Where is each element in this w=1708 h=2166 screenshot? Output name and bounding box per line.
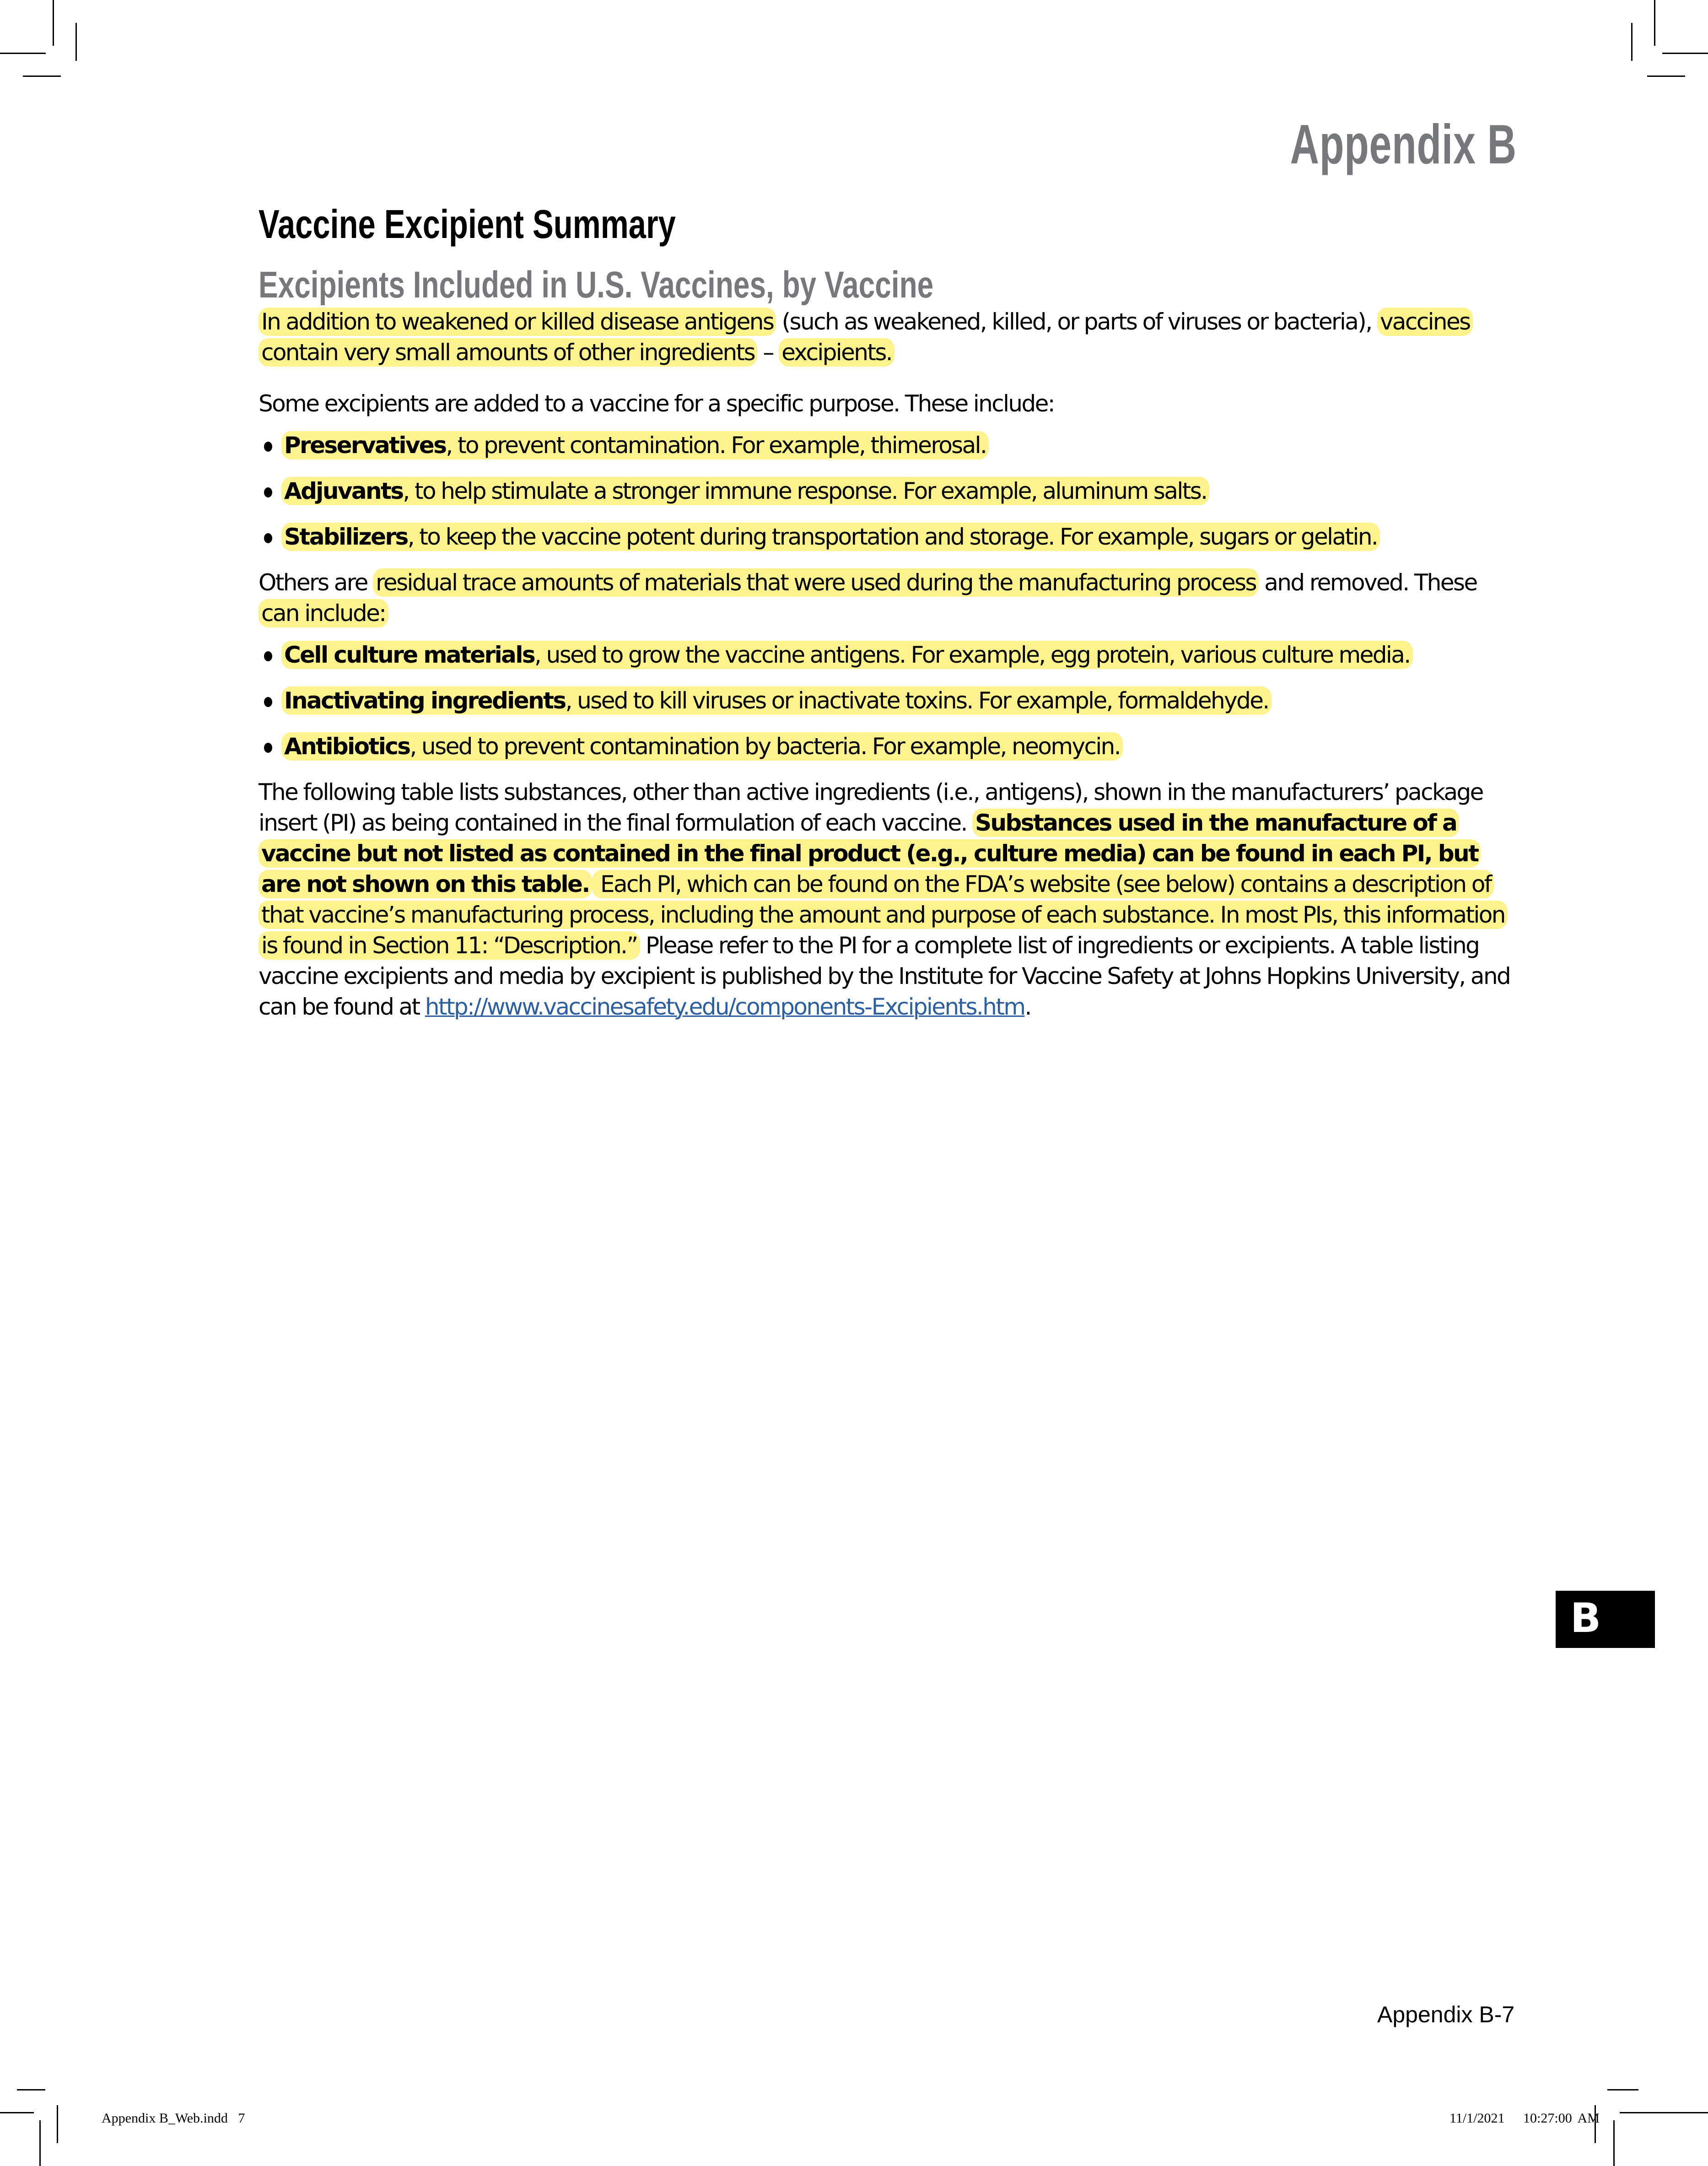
highlight: In addition to weakened or killed disease antigens [259, 308, 776, 336]
page-subtitle: Excipients Included in U.S. Vaccines, by Vaccine [259, 264, 934, 306]
crop-mark [0, 53, 46, 54]
list-item: Adjuvants, to help stimulate a stronger immune response. For example, aluminum salts. [281, 476, 1521, 507]
list-item: Antibiotics, used to prevent contamination by bacteria. For example, neomycin. [281, 731, 1521, 762]
section-tab [1556, 1591, 1655, 1648]
crop-mark [23, 76, 61, 77]
list-item: Inactivating ingredients, used to kill viruses or inactivate toxins. For example, formaldehyde. [281, 686, 1521, 716]
section-tab-letter: B [1570, 1594, 1601, 1642]
bullet-icon [264, 442, 272, 452]
bullet-icon [264, 651, 272, 661]
crop-mark [1654, 0, 1655, 46]
appendix-heading: Appendix B [1290, 113, 1517, 175]
purpose-intro: Some excipients are added to a vaccine for a specific purpose. These include: [259, 390, 1055, 417]
crop-mark [53, 0, 54, 46]
highlight: residual trace amounts of materials that were used during the manufacturing process [373, 568, 1259, 597]
vaccinesafety-link[interactable]: http://www.vaccinesafety.edu/components-Excipients.htm [425, 994, 1025, 1020]
table-description-paragraph: The following table lists substances, other than active ingredients (i.e., antigens), shown in the manufacturers’ package insert (PI) as being contained in the final formulation of each vaccine. Substances used in the manufacture of a vaccine but not listed as contained in the final product (e.g., culture media) can be found in each PI, but are not shown on this table. Each PI, which can be found on the FDA’s website (see below) contains a description of that vaccine’s manufacturing process, including the amount and purpose of each substance. In most PIs, this information is found in Section 11: “Description.” Please refer to the PI for a complete list of ingredients or excipients. A table listing vaccine excipients and media by excipient is published by the Institute for Vaccine Safety at Johns Hopkins University, and can be found at http://www.vaccinesafety.edu/components-Excipients.htm. [259, 779, 1510, 1020]
print-slug-file: Appendix B_Web.indd 7 [102, 2111, 245, 2126]
list-item: Stabilizers, to keep the vaccine potent during transportation and storage. For example, sugars or gelatin. [281, 522, 1521, 552]
page-title: Vaccine Excipient Summary [259, 201, 676, 247]
crop-mark [1647, 76, 1685, 77]
bullet-icon [264, 487, 272, 497]
crop-mark [1631, 23, 1633, 61]
residual-list [259, 640, 1521, 762]
crop-mark [39, 2120, 41, 2166]
list-item: Preservatives, to prevent contamination. For example, thimerosal. [281, 430, 1521, 461]
intro-paragraph: In addition to weakened or killed disease antigens (such as weakened, killed, or parts of viruses or bacteria), vaccines contain very small amounts of other ingredients – excipients. [259, 307, 1521, 368]
crop-mark [17, 2089, 45, 2090]
highlight: can include: [259, 599, 388, 627]
crop-mark [1613, 2120, 1615, 2166]
bullet-icon [264, 533, 272, 543]
crop-mark [75, 23, 77, 61]
list-item: Cell culture materials, used to grow the vaccine antigens. For example, egg protein, various culture media. [281, 640, 1521, 670]
highlight: vaccines contain very small amounts of other ingredients [259, 308, 1473, 367]
crop-mark [0, 2112, 34, 2113]
highlight: Substances used in the manufacture of a vaccine but not listed as contained in the final product (e.g., culture media) can be found in each PI, but are not shown on this table. [259, 809, 1481, 898]
highlight: excipients. [779, 338, 894, 367]
print-slug-timestamp: 11/1/2021 10:27:00 AM [1449, 2111, 1600, 2126]
document-body [259, 201, 1521, 1022]
bullet-icon [264, 743, 272, 753]
residual-intro: Others are residual trace amounts of materials that were used during the manufacturing process and removed. These can include: [259, 569, 1477, 627]
page-number: Appendix B-7 [1377, 2002, 1515, 2027]
purpose-list [259, 430, 1521, 552]
crop-mark [1620, 2112, 1708, 2113]
highlight: Each PI, which can be found on the FDA’s website (see below) contains a description of that vaccine’s manufacturing process, including the amount and purpose of each substance. In most PIs, this information is found in Section 11: “Description.” [259, 870, 1508, 960]
crop-mark [57, 2105, 58, 2143]
crop-mark [1662, 53, 1708, 54]
crop-mark [1607, 2089, 1638, 2090]
bullet-icon [264, 697, 272, 707]
